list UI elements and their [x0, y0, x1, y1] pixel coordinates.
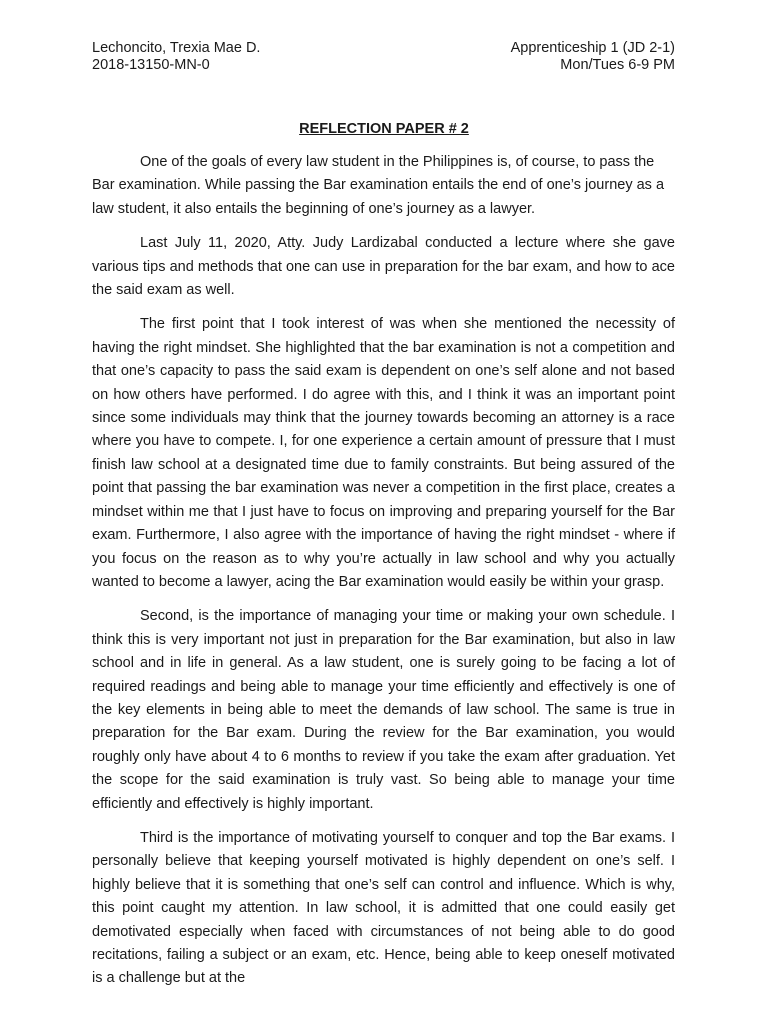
paragraph: Second, is the importance of managing your time or making your own schedule. I think this is very important not just in preparation for the Bar examination, but also in law school and in life in general. As a law student, one is surely going to be facing a lot of required readings and being able to manage your time efficiently and effectively is one of the key elements in being able to meet the demands of law school. The same is true in preparation for the Bar exam. During the review for the Bar examination, you would roughly only have about 4 to 6 months to review if you take the exam after graduation. Yet the scope for the said examination is truly vast. So being able to manage your time efficiently and effectively is highly important.: [92, 608, 675, 812]
header-right: [511, 40, 675, 74]
paragraph: One of the goals of every law student in the Philippines is, of course, to pass the Bar examination. While passing the Bar examination entails the end of one’s journey as a law student, it also entails the beginning of one’s journey as a lawyer.: [92, 154, 665, 217]
paragraph: Last July 11, 2020, Atty. Judy Lardizabal conducted a lecture where she gave various tips and methods that one can use in preparation for the bar exam, and how to ace the said exam as well.: [92, 235, 675, 299]
header-left: [92, 40, 260, 74]
class-schedule: Mon/Tues 6-9 PM: [560, 57, 675, 73]
page-header: [92, 40, 675, 74]
paragraph: The first point that I took interest of was when she mentioned the necessity of having the right mindset. She highlighted that the bar examination is not a competition and that one’s capacity to pass the said exam is dependent on one’s self alone and not based on how others have performed. I do agree with this, and I think it was an important point since some individuals may think that the journey towards becoming an attorney is a race where you have to compete. I, for one experience a certain amount of pressure that I must finish law school at a designated time due to family constraints. But being assured of the point that passing the bar examination was never a competition in the first place, creates a mindset within me that I just have to focus on improving and preparing yourself for the Bar exam. Furthermore, I also agree with the importance of having the right mindset - where if you focus on the reason as to why you’re actually in law school and why you actually wanted to become a lawyer, acing the Bar examination would easily be within your grasp.: [92, 316, 675, 590]
student-id: 2018-13150-MN-0: [92, 57, 210, 73]
document-title: REFLECTION PAPER # 2: [299, 121, 469, 137]
document-body: [92, 151, 675, 1002]
course-name: Apprenticeship 1 (JD 2-1): [510, 40, 675, 56]
paragraph: Third is the importance of motivating yourself to conquer and top the Bar exams. I personally believe that keeping yourself motivated is highly dependent on one’s self. I highly believe that it is something that one’s self can control and influence. Which is why, this point caught my attention. In law school, it is admitted that one could easily get demotivated especially when faced with circumstances of not being able to do good recitations, failing a subject or an exam, etc. Hence, being able to keep oneself motivated is a challenge but at the: [92, 829, 675, 987]
author-name: Lechoncito, Trexia Mae D.: [92, 40, 261, 56]
